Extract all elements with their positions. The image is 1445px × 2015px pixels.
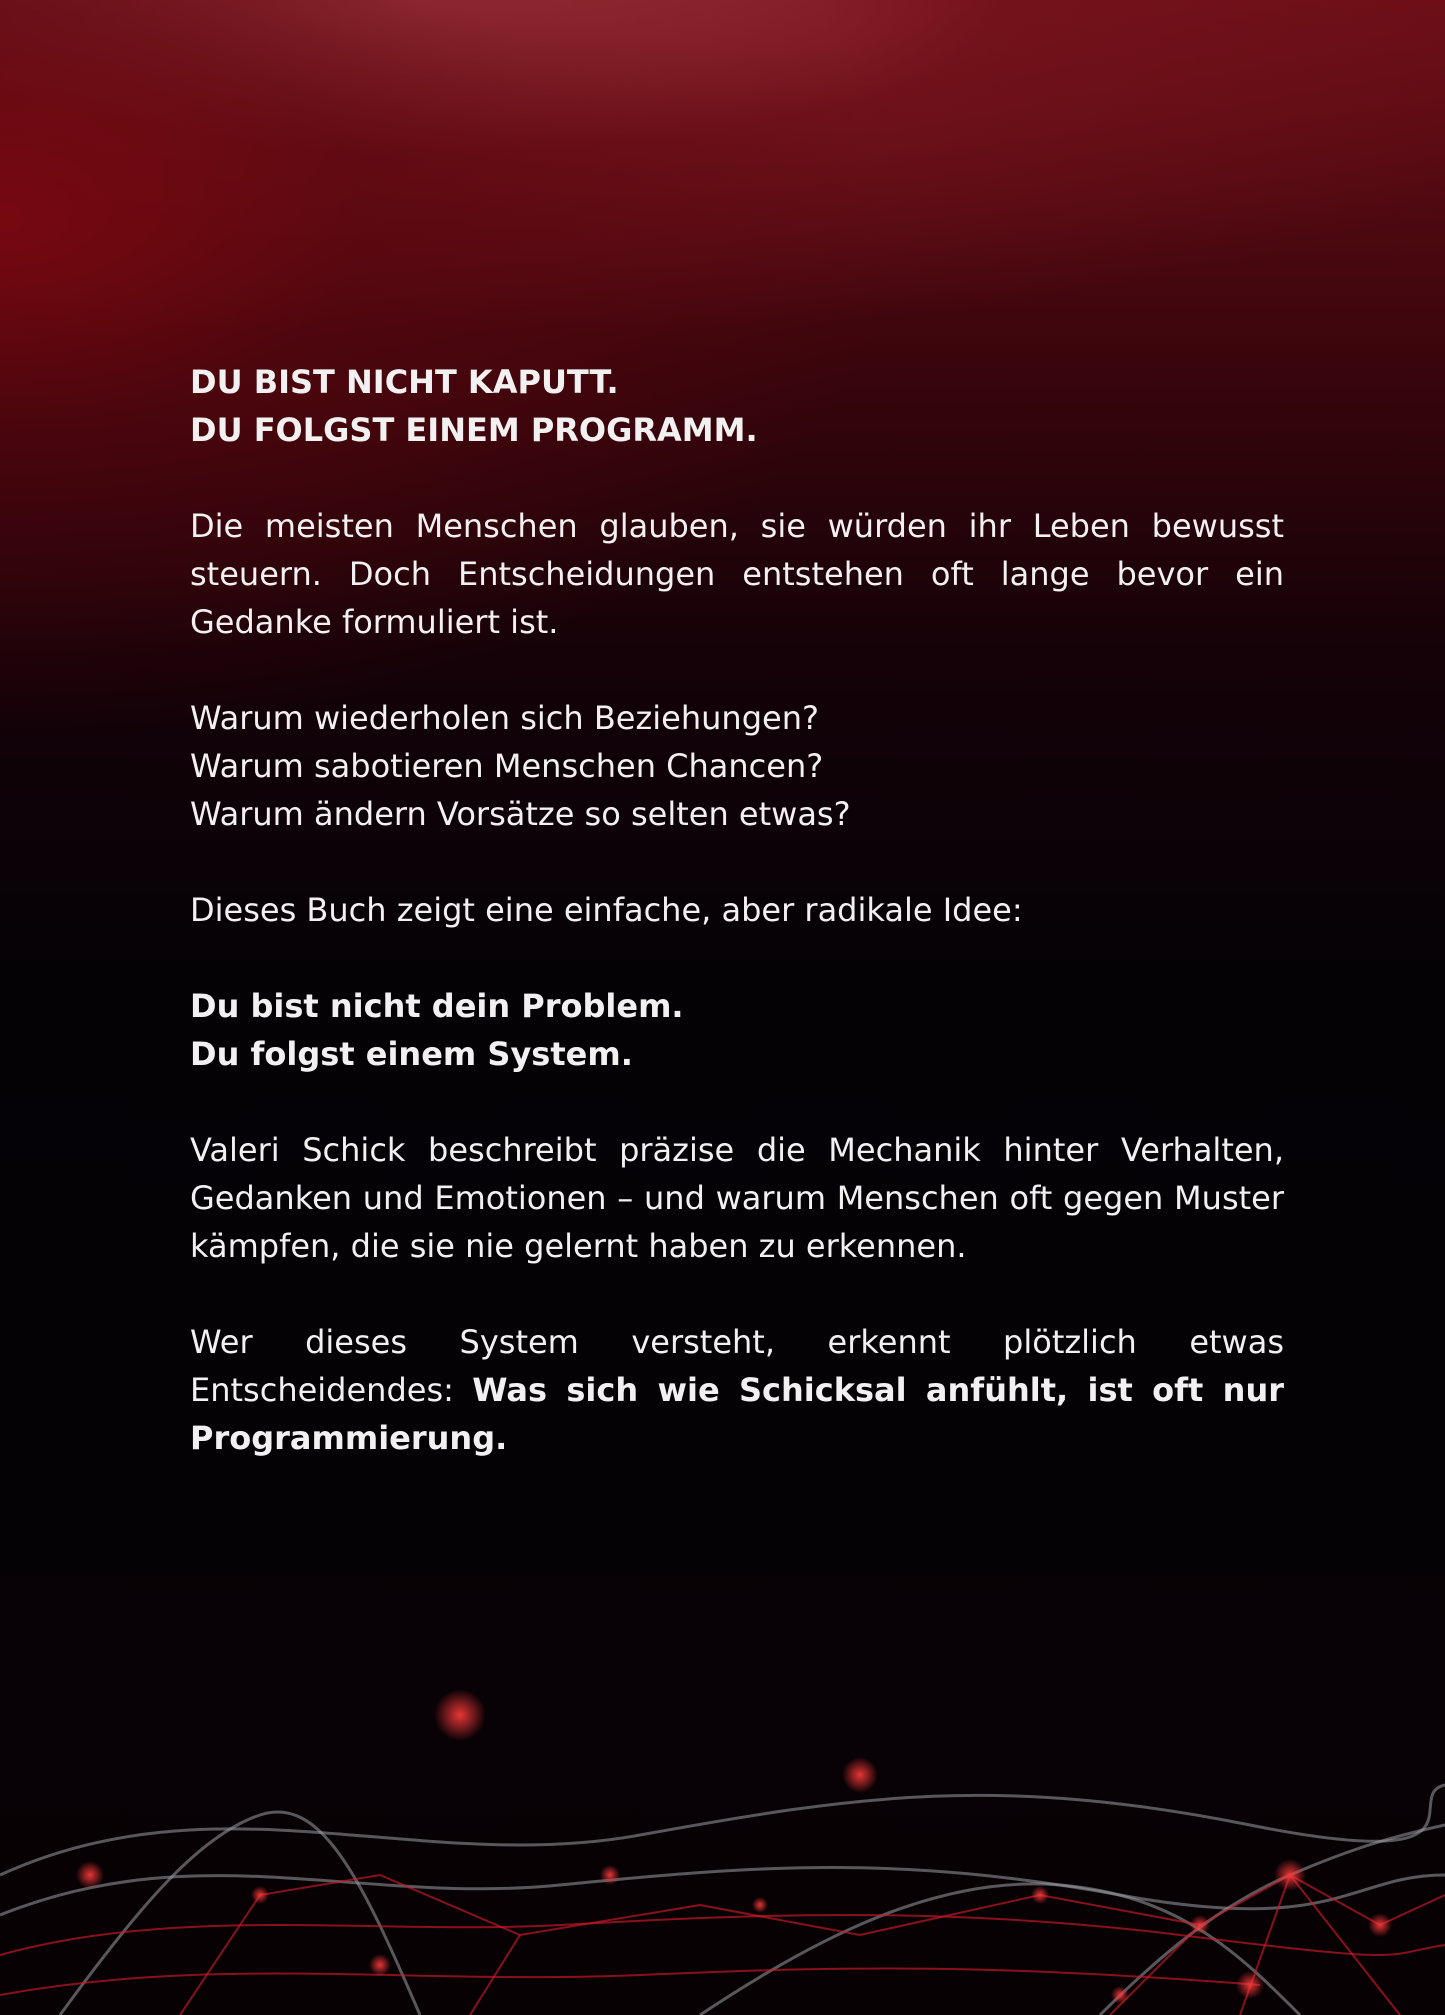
headline bbox=[190, 358, 1284, 454]
intro-paragraph: Die meisten Menschen glauben, sie würden ihr Leben bewusst steuern. Doch Entscheidungen entstehen oft lange bevor ein Gedanke formuliert ist. bbox=[190, 507, 1284, 641]
idea-intro: Dieses Buch zeigt eine einfache, aber radikale Idee: bbox=[190, 891, 1023, 929]
key-statement-line-1: Du bist nicht dein Problem. bbox=[190, 987, 684, 1025]
question-1: Warum wiederholen sich Beziehungen? bbox=[190, 699, 819, 737]
closing-text: Wer dieses System versteht, erkennt plötzlich etwas Entscheidendes: bbox=[190, 1323, 1284, 1409]
question-2: Warum sabotieren Menschen Chancen? bbox=[190, 747, 824, 785]
headline-line-2: DU FOLGST EINEM PROGRAMM. bbox=[190, 411, 758, 449]
key-statement bbox=[190, 982, 1284, 1078]
back-cover-text bbox=[190, 358, 1284, 1510]
key-statement-line-2: Du folgst einem System. bbox=[190, 1035, 633, 1073]
headline-line-1: DU BIST NICHT KAPUTT. bbox=[190, 363, 619, 401]
network-lines-decoration bbox=[0, 1575, 1445, 2015]
questions-list bbox=[190, 694, 1284, 838]
closing-emphasis: Was sich wie Schicksal anfühlt, ist oft nur Programmierung. bbox=[190, 1371, 1284, 1457]
author-paragraph: Valeri Schick beschreibt präzise die Mechanik hinter Verhalten, Gedanken und Emotionen – und warum Menschen oft gegen Muster kämpfen, die sie nie gelernt haben zu erkennen. bbox=[190, 1131, 1284, 1265]
question-3: Warum ändern Vorsätze so selten etwas? bbox=[190, 795, 851, 833]
closing-paragraph bbox=[190, 1318, 1284, 1462]
